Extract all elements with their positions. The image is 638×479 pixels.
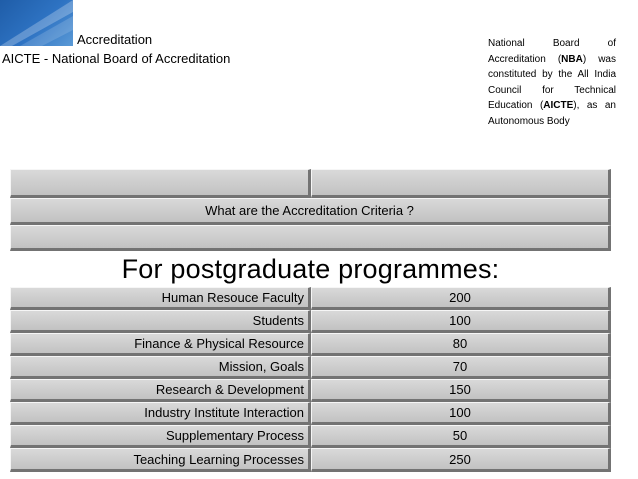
criterion-label: Teaching Learning Processes	[10, 448, 311, 472]
blank-row	[10, 225, 611, 251]
note-part1: National Board of Accreditation (	[488, 38, 616, 65]
criteria-heading: What are the Accreditation Criteria ?	[10, 198, 611, 225]
criterion-label: Finance & Physical Resource	[10, 333, 311, 356]
nba-logo	[0, 0, 73, 46]
criteria-table	[10, 169, 611, 472]
criterion-value: 200	[311, 287, 611, 310]
criterion-label: Industry Institute Interaction	[10, 402, 311, 425]
criterion-value: 50	[311, 425, 611, 448]
note-nba: NBA	[561, 53, 583, 65]
header-aicte-line: AICTE - National Board of Accreditation	[2, 51, 231, 66]
note-aicte: AICTE	[543, 100, 574, 111]
criterion-value: 70	[311, 356, 611, 379]
criterion-label: Mission, Goals	[10, 356, 311, 379]
criterion-label: Human Resouce Faculty	[10, 287, 311, 310]
nba-description	[488, 36, 616, 129]
header-accreditation: Accreditation	[77, 32, 153, 47]
blank-cell-top-left	[10, 169, 311, 198]
programme-heading: For postgraduate programmes:	[10, 251, 611, 287]
note-part2: ) was constituted by the All India Council for Technical Education (	[488, 53, 616, 111]
criterion-value: 100	[311, 402, 611, 425]
criterion-value: 150	[311, 379, 611, 402]
criterion-value: 80	[311, 333, 611, 356]
criterion-label: Supplementary Process	[10, 425, 311, 448]
criterion-value: 100	[311, 310, 611, 333]
note-part3: ), as an Autonomous Body	[488, 100, 616, 127]
criterion-value: 250	[311, 448, 611, 472]
blank-cell-top-right	[311, 169, 611, 198]
logo-swoosh-icon	[0, 0, 73, 46]
criterion-label: Students	[10, 310, 311, 333]
criterion-label: Research & Development	[10, 379, 311, 402]
